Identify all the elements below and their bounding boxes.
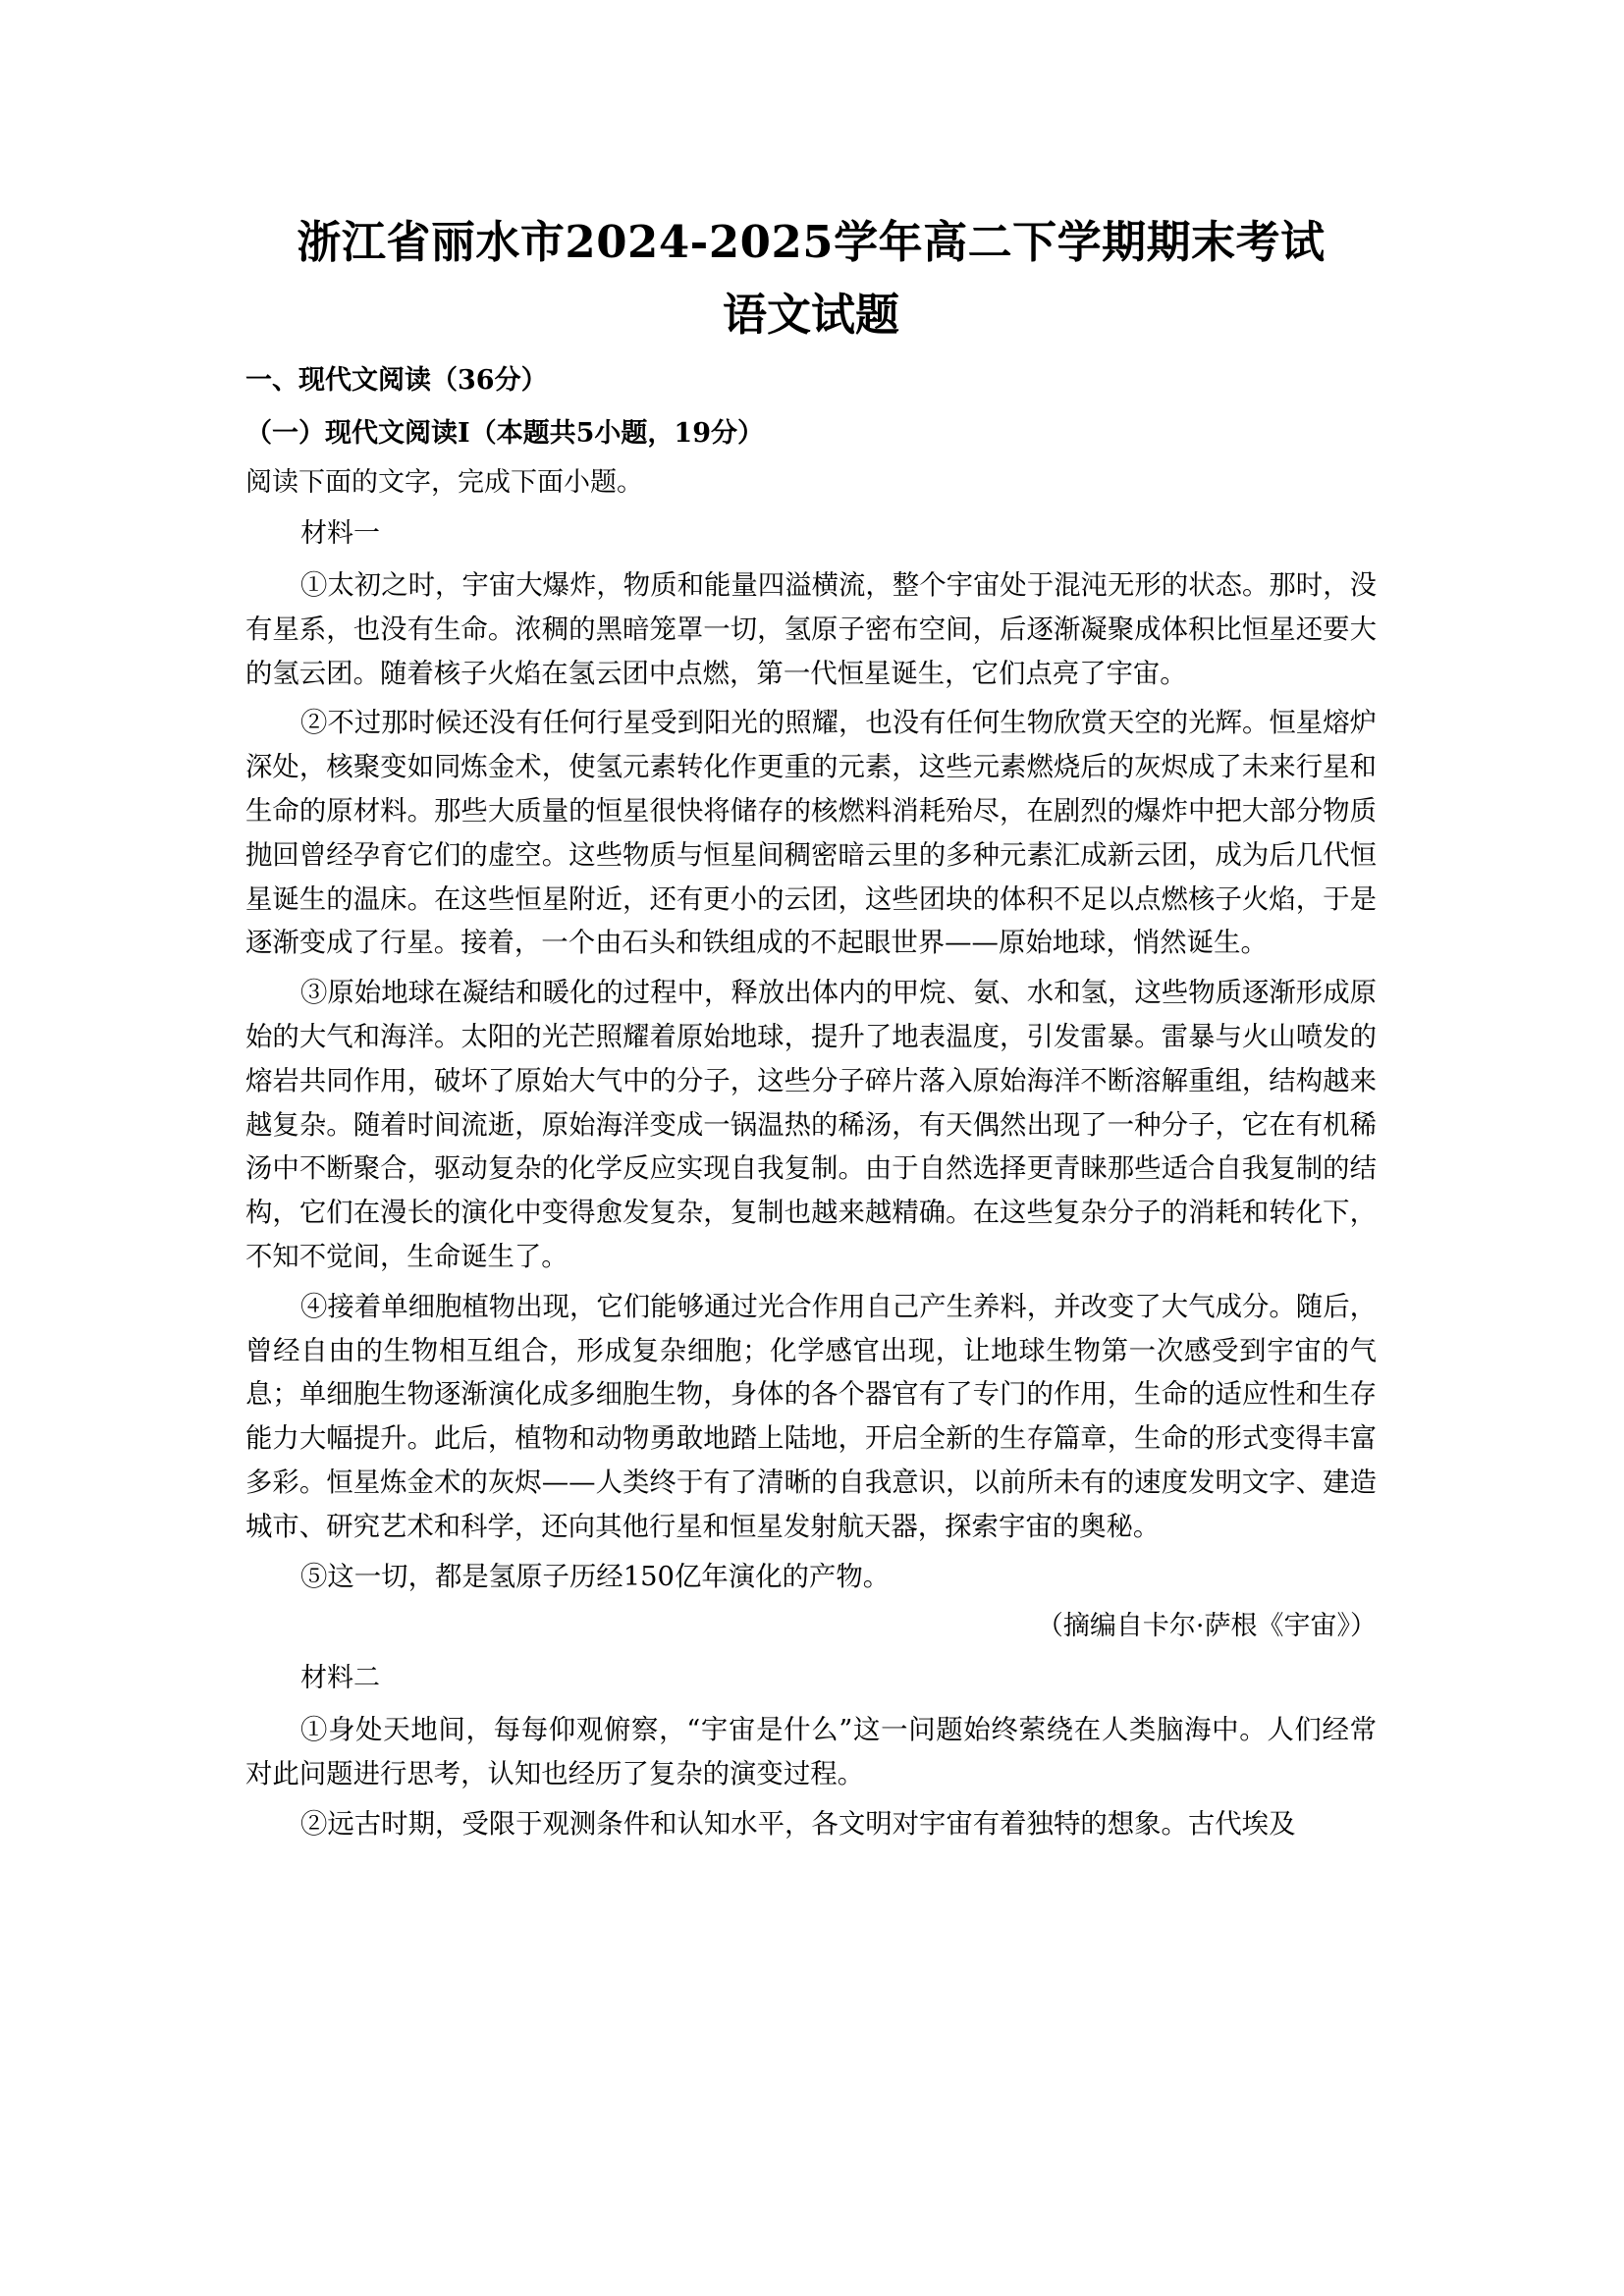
material-one-paragraph-4: ④接着单细胞植物出现，它们能够通过光合作用自己产生养料，并改变了大气成分。随后，曾经自由的生物相互组合，形成复杂细胞；化学感官出现，让地球生物第一次感受到宇宙的气息；单细胞生物逐渐演化成多细胞生物，身体的各个器官有了专门的作用，生命的适应性和生存能力大幅提升。此后，植物和动物勇敢地踏上陆地，开启全新的生存篇章，生命的形式变得丰富多彩。恒星炼金术的灰烬——人类终于有了清晰的自我意识，以前所未有的速度发明文字、建造城市、研究艺术和科学，还向其他行星和恒星发射航天器，探索宇宙的奥秘。	[245, 1291, 1377, 1542]
exam-title: 浙江省丽水市2024-2025学年高二下学期期末考试	[297, 216, 1326, 268]
material-one-paragraph-5: ⑤这一切，都是氢原子历经150亿年演化的产物。	[300, 1561, 891, 1592]
material-one-label: 材料一	[300, 518, 380, 549]
material-one-source: （摘编自卡尔·萨根《宇宙》）	[1036, 1611, 1377, 1642]
material-two-paragraph-1: ①身处天地间，每每仰观俯察，“宇宙是什么”这一问题始终萦绕在人类脑海中。人们经常对此问题进行思考，认知也经历了复杂的演变过程。	[245, 1715, 1377, 1790]
document-content	[245, 211, 1377, 1853]
reading-instruction: 阅读下面的文字，完成下面小题。	[245, 467, 643, 498]
material-two-paragraph-2: ②远古时期，受限于观测条件和认知水平，各文明对宇宙有着独特的想象。古代埃及	[300, 1808, 1296, 1840]
section-heading: 一、现代文阅读（36分）	[245, 365, 548, 396]
material-one-paragraph-1: ①太初之时，宇宙大爆炸，物质和能量四溢横流，整个宇宙处于混沌无形的状态。那时，没有星系，也没有生命。浓稠的黑暗笼罩一切，氢原子密布空间，后逐渐凝聚成体积比恒星还要大的氢云团。随着核子火焰在氢云团中点燃，第一代恒星诞生，它们点亮了宇宙。	[245, 570, 1377, 689]
material-one-paragraph-2: ②不过那时候还没有任何行星受到阳光的照耀，也没有任何生物欣赏天空的光辉。恒星熔炉深处，核聚变如同炼金术，使氢元素转化作更重的元素，这些元素燃烧后的灰烬成了未来行星和生命的原材料。那些大质量的恒星很快将储存的核燃料消耗殆尽，在剧烈的爆炸中把大部分物质抛回曾经孕育它们的虚空。这些物质与恒星间稠密暗云里的多种元素汇成新云团，成为后几代恒星诞生的温床。在这些恒星附近，还有更小的云团，这些团块的体积不足以点燃核子火焰，于是逐渐变成了行星。接着，一个由石头和铁组成的不起眼世界——原始地球，悄然诞生。	[245, 708, 1377, 959]
material-one-paragraph-3: ③原始地球在凝结和暖化的过程中，释放出体内的甲烷、氨、水和氢，这些物质逐渐形成原始的大气和海洋。太阳的光芒照耀着原始地球，提升了地表温度，引发雷暴。雷暴与火山喷发的熔岩共同作用，破坏了原始大气中的分子，这些分子碎片落入原始海洋不断溶解重组，结构越来越复杂。随着时间流逝，原始海洋变成一锅温热的稀汤，有天偶然出现了一种分子，它在有机稀汤中不断聚合，驱动复杂的化学反应实现自我复制。由于自然选择更青睐那些适合自我复制的结构，它们在漫长的演化中变得愈发复杂，复制也越来越精确。在这些复杂分子的消耗和转化下，不知不觉间，生命诞生了。	[245, 978, 1377, 1272]
sub-section-heading: （一）现代文阅读Ⅰ（本题共5小题，19分）	[245, 418, 764, 449]
material-two-label: 材料二	[300, 1663, 380, 1694]
exam-subtitle: 语文试题	[722, 289, 899, 341]
